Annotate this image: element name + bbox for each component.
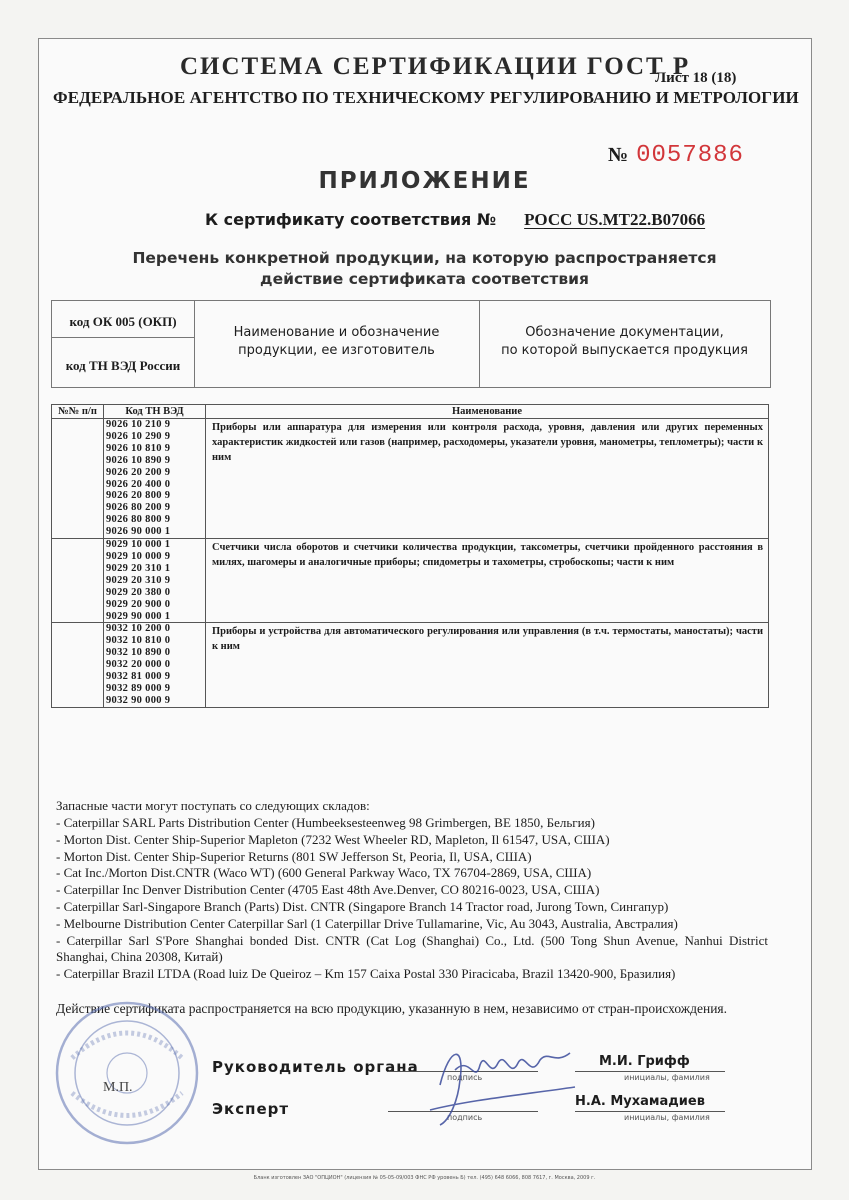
tnved-code: 9032 10 810 0: [106, 635, 171, 647]
product-row-number: [52, 539, 104, 623]
warehouse-item: - Caterpillar Inc Denver Distribution Center (4705 East 48th Ave.Denver, CO 80216-0023, USA, США): [56, 882, 600, 898]
seal-mark: М.П.: [103, 1080, 133, 1095]
warehouses-intro: Запасные части могут поступать со следующих складов:: [56, 798, 370, 813]
product-row: [52, 419, 769, 539]
sheet-number: Лист 18 (18): [655, 70, 737, 86]
certificate-label: К сертификату соответствия №: [205, 210, 497, 229]
tnved-code: 9026 90 000 1: [106, 526, 171, 538]
header-product-name-line: продукции, ее изготовитель: [238, 343, 435, 358]
warehouse-item: - Caterpillar Sarl S'Pore Shanghai bonded Dist. CNTR (Cat Log (Shanghai) Co., Ltd. (500 Tong Shun Avenue, Nanhui District Shanghai, China 20308, Китай): [56, 932, 768, 965]
serial-number-block: [608, 142, 744, 169]
tnved-code: 9032 10 890 0: [106, 647, 171, 659]
expert-name-line: [575, 1111, 725, 1112]
product-row: [52, 623, 769, 707]
list-title-line: Перечень конкретной продукции, на которую распространяется: [132, 249, 717, 267]
product-row: [52, 539, 769, 623]
tnved-code: 9032 10 200 0: [106, 623, 171, 635]
system-title: СИСТЕМА СЕРТИФИКАЦИИ ГОСТ Р: [180, 53, 691, 80]
tnved-code: 9029 20 900 0: [106, 598, 171, 610]
head-of-body-label: Руководитель органа: [212, 1058, 419, 1076]
tnved-code: 9029 10 000 1: [106, 539, 171, 551]
product-row-number: [52, 623, 104, 707]
serial-label: №: [608, 144, 629, 166]
product-codes: [104, 539, 206, 623]
product-codes: [104, 419, 206, 539]
header-table: [51, 300, 771, 388]
header-documentation-line: по которой выпускается продукция: [501, 343, 748, 358]
round-seal-stamp: [52, 998, 202, 1148]
tnved-code: 9026 10 290 9: [106, 430, 171, 442]
agency-name: ФЕДЕРАЛЬНОЕ АГЕНТСТВО ПО ТЕХНИЧЕСКОМУ РЕГУЛИРОВАНИЮ И МЕТРОЛОГИИ: [53, 88, 799, 107]
appendix-title: ПРИЛОЖЕНИЕ: [318, 168, 531, 194]
warehouses-list: [56, 815, 768, 983]
header-product-name-line: Наименование и обозначение: [233, 325, 440, 340]
tnved-code: 9029 90 000 1: [106, 610, 171, 622]
head-name-caption: инициалы, фамилия: [624, 1073, 710, 1082]
footer-print-info: Бланк изготовлен ЗАО "ОПЦИОН" (лицензия № 05-05-09/003 ФНС РФ уровень Б) тел. (495) 648 6066, 808 7617, г. Москва, 2009 г.: [253, 1175, 596, 1181]
tnved-code: 9029 20 310 9: [106, 574, 171, 586]
tnved-code: 9026 20 200 9: [106, 466, 171, 478]
header-okp-code: код ОК 005 (ОКП): [69, 314, 177, 329]
tnved-code: 9032 81 000 9: [106, 671, 171, 683]
head-signature-caption: подпись: [447, 1073, 483, 1082]
serial-number: 0057886: [636, 142, 744, 169]
tnved-code: 9029 20 380 0: [106, 586, 171, 598]
product-row-number: [52, 419, 104, 539]
tnved-code: 9026 80 800 9: [106, 514, 171, 526]
header-documentation-line: Обозначение документации,: [525, 325, 724, 340]
tnved-code: 9026 80 200 9: [106, 502, 171, 514]
product-table: [51, 404, 769, 708]
tnved-code: 9026 20 400 0: [106, 478, 171, 490]
column-number: №№ п/п: [52, 405, 104, 419]
head-name: М.И. Грифф: [599, 1054, 690, 1069]
head-name-line: [575, 1071, 725, 1072]
expert-name: Н.А. Мухамадиев: [575, 1094, 705, 1109]
product-description: Счетчики числа оборотов и счетчики количества продукции, таксометры, счетчики пройденного расстояния в милях, шагомеры и аналогичные приборы; спидометры и тахометры, стробоскопы; части к ним: [206, 539, 769, 623]
warehouse-item: - Caterpillar Sarl-Singapore Branch (Parts) Dist. CNTR (Singapore Branch 14 Tractor road, Jurong Town, Сингапур): [56, 898, 669, 914]
certificate-scope-statement: Действие сертификата распространяется на всю продукцию, указанную в нем, независимо от стран-происхождения.: [56, 1001, 728, 1016]
warehouse-item: - Cat Inc./Morton Dist.CNTR (Waco WT) (600 General Parkway Waco, TX 76704-2869, USA, США): [56, 865, 592, 881]
certificate-number: РОСС US.МТ22.В07066: [524, 210, 706, 229]
product-description: Приборы и устройства для автоматического регулирования или управления (в т.ч. термостаты, маностаты); части к ним: [206, 623, 769, 707]
warehouse-item: - Morton Dist. Center Ship-Superior Returns (801 SW Jefferson St, Peoria, Il, USA, США): [56, 848, 532, 864]
product-table-header: [52, 405, 769, 419]
handwritten-signature: [410, 1025, 580, 1135]
product-description: Приборы или аппаратура для измерения или контроля расхода, уровня, давления или других переменных характеристик жидкостей или газов (например, расходомеры, указатели уровня, манометры, теплометры); части к ним: [206, 419, 769, 539]
certificate-reference: [205, 210, 705, 230]
tnved-code: 9032 89 000 9: [106, 682, 171, 694]
warehouse-item: - Caterpillar Brazil LTDA (Road luiz De Queiroz – Km 157 Caixa Postal 330 Piracicaba, Brazil 13420-900, Бразилия): [56, 966, 676, 982]
expert-signature-caption: подпись: [447, 1113, 483, 1122]
warehouse-item: - Caterpillar SARL Parts Distribution Center (Humbeeksesteenweg 98 Grimbergen, BE 1850, Бельгия): [56, 815, 595, 830]
header-documentation: [479, 324, 770, 360]
header-tnved-code: код ТН ВЭД России: [65, 358, 181, 373]
tnved-code: 9026 10 810 9: [106, 442, 171, 454]
tnved-code: 9029 20 310 1: [106, 562, 171, 574]
tnved-code: 9026 10 890 9: [106, 454, 171, 466]
header-product-name: [194, 324, 479, 360]
expert-name-caption: инициалы, фамилия: [624, 1113, 710, 1122]
product-codes: [104, 623, 206, 707]
tnved-code: 9032 20 000 0: [106, 659, 171, 671]
tnved-code: 9032 90 000 9: [106, 694, 171, 706]
list-title-line: действие сертификата соответствия: [260, 270, 589, 288]
tnved-code: 9026 20 800 9: [106, 490, 171, 502]
warehouse-item: - Melbourne Distribution Center Caterpillar Sarl (1 Caterpillar Drive Tullamarine, Vic, Au 3043, Australia, Австралия): [56, 915, 678, 931]
list-title: [0, 248, 849, 290]
tnved-code: 9029 10 000 9: [106, 550, 171, 562]
column-code: Код ТН ВЭД: [104, 405, 206, 419]
expert-label: Эксперт: [212, 1100, 290, 1118]
column-name: Наименование: [206, 405, 769, 419]
warehouse-item: - Morton Dist. Center Ship-Superior Mapleton (7232 West Wheeler RD, Mapleton, Il 61547, USA, США): [56, 831, 610, 847]
tnved-code: 9026 10 210 9: [106, 419, 171, 430]
